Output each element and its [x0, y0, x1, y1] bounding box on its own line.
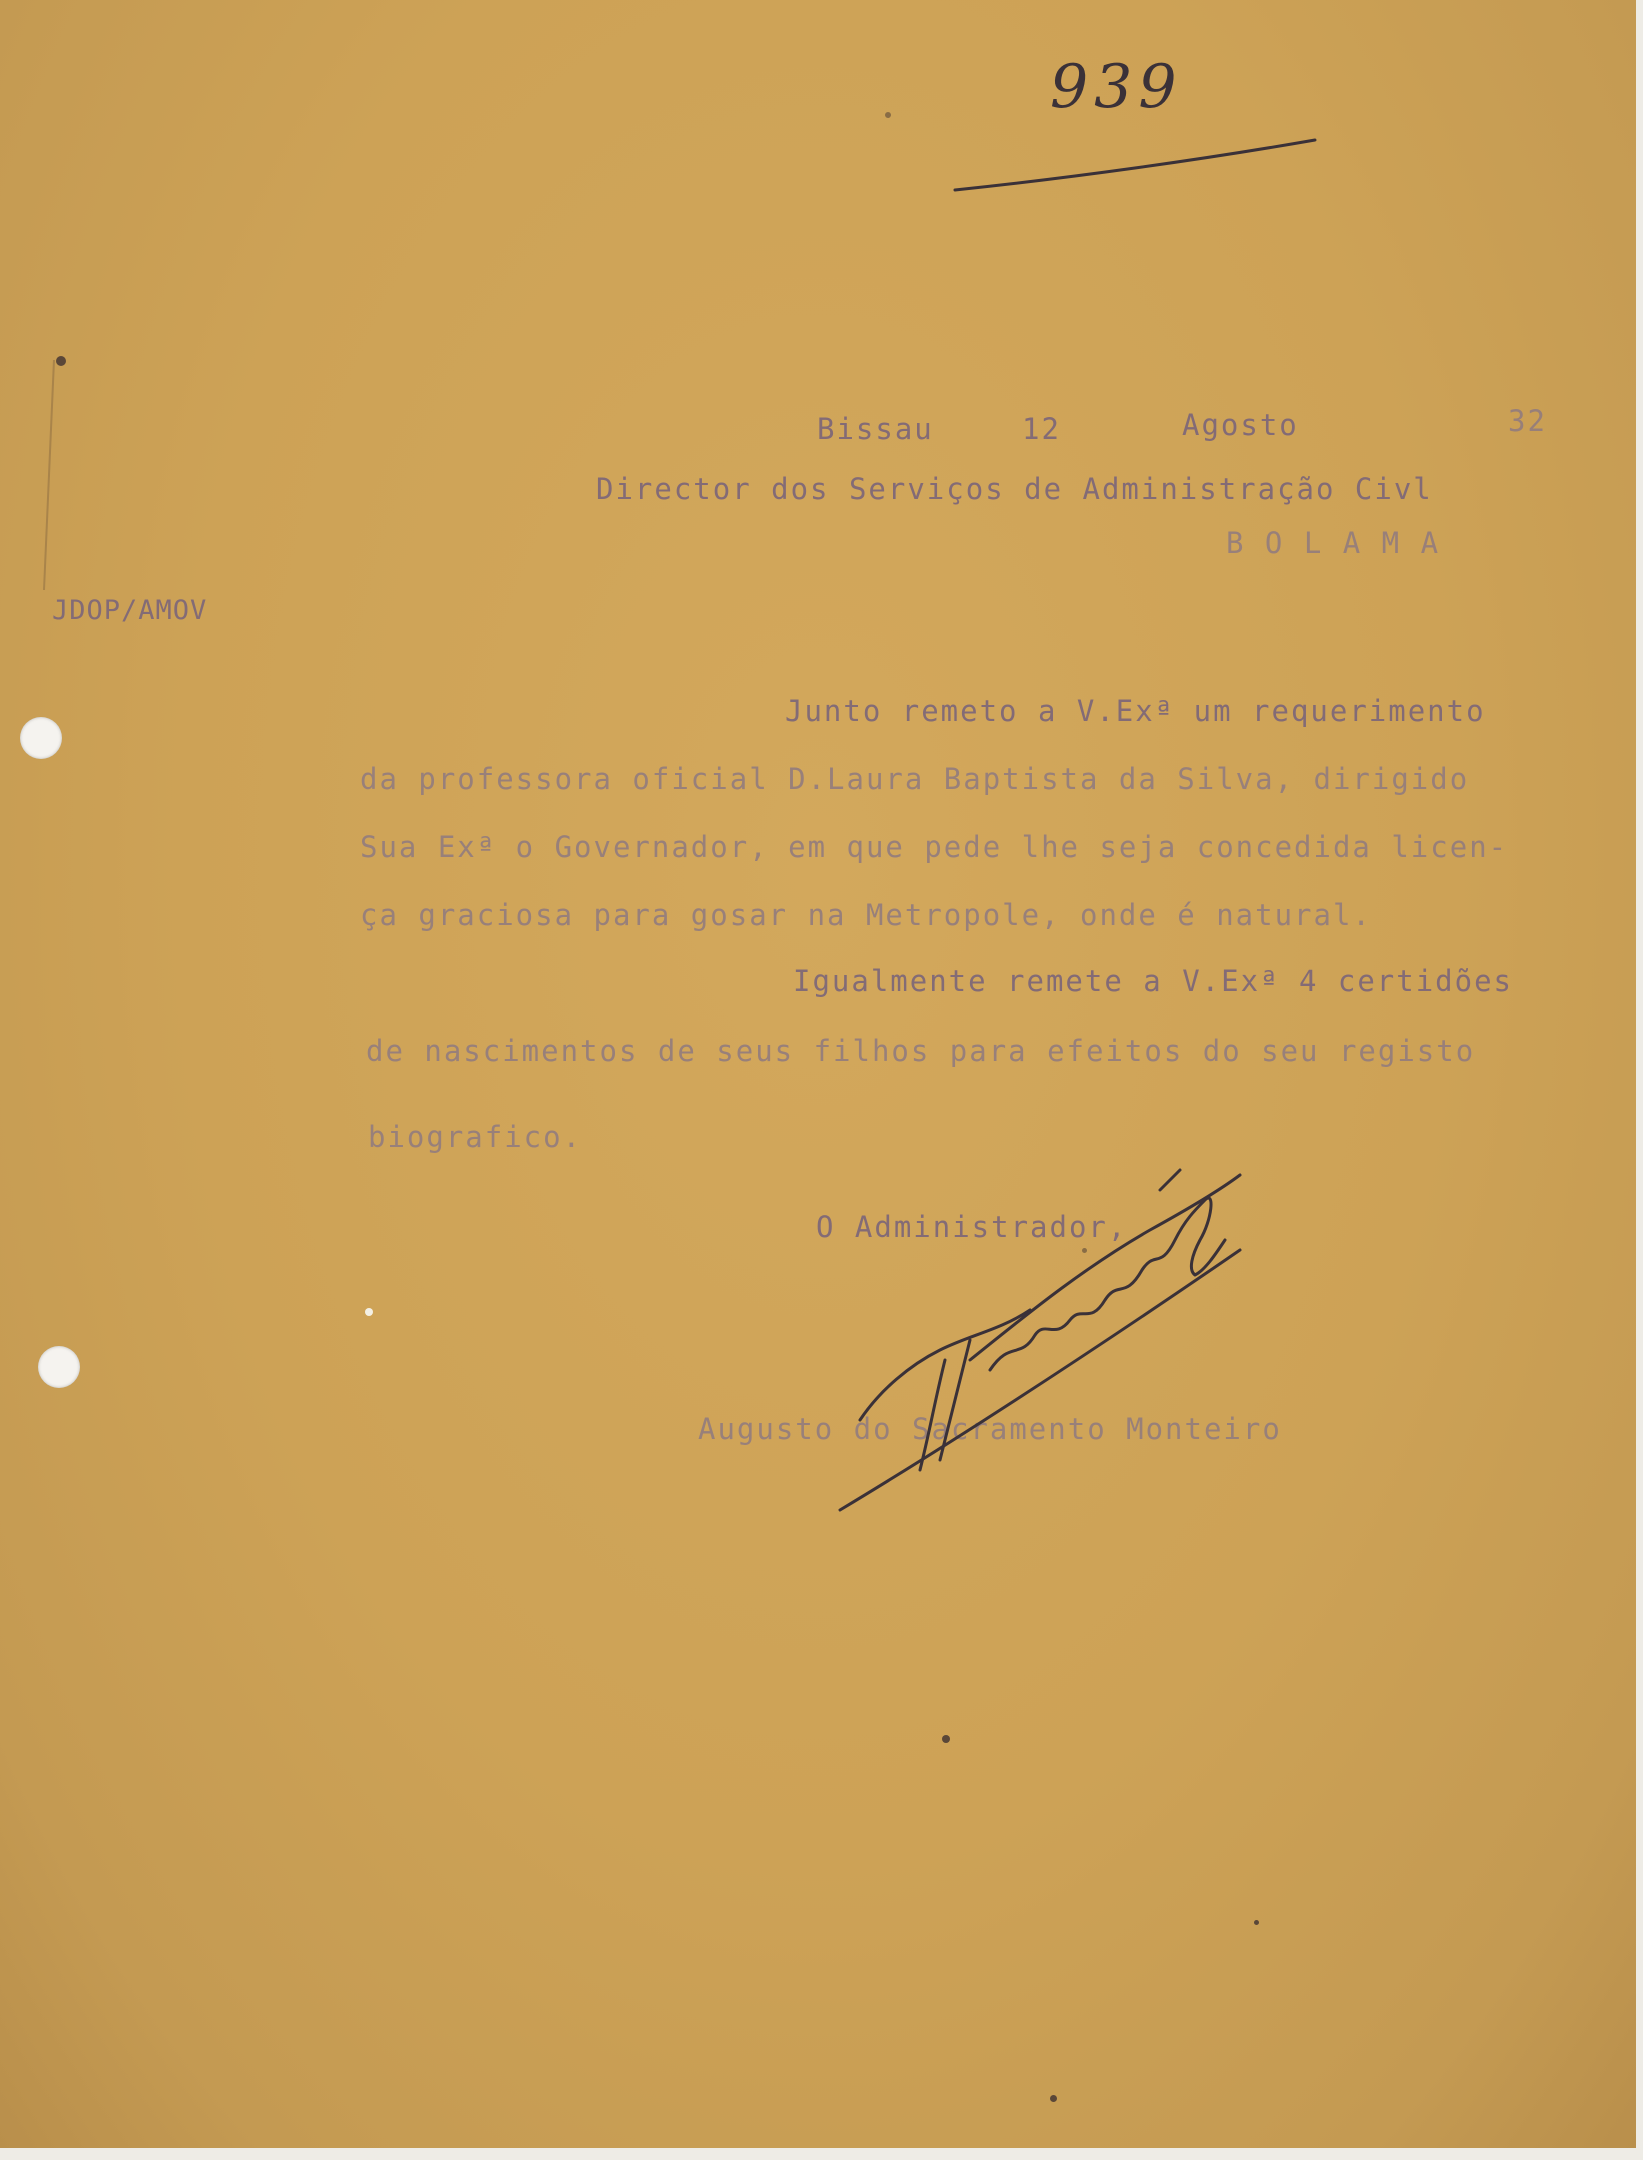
scan-border-bottom: [0, 2148, 1643, 2160]
margin-line: [40, 360, 60, 600]
signatory-title: O Administrador,: [816, 1210, 1128, 1244]
reference-code: JDOP/AMOV: [52, 595, 208, 626]
paper-speck: [1082, 1248, 1087, 1253]
paper-speck: [885, 112, 891, 118]
body-line-6: de nascimentos de seus filhos para efeitos do seu registo: [366, 1034, 1476, 1068]
punch-hole-top: [20, 717, 62, 759]
recipient: Director dos Serviços de Administração Civl: [596, 472, 1433, 506]
body-line-7: biografico.: [368, 1120, 583, 1154]
archive-number-underline: [950, 130, 1320, 200]
month: Agosto: [1182, 408, 1299, 442]
body-line-5: Igualmente remete a V.Exª 4 certidões: [793, 964, 1514, 998]
recipient-location: B O L A M A: [1226, 526, 1441, 560]
body-line-4: ça graciosa para gosar na Metropole, onde é natural.: [360, 898, 1372, 932]
paper-speck: [365, 1308, 373, 1316]
year: 32: [1508, 404, 1547, 438]
body-line-3: Sua Exª o Governador, em que pede lhe seja concedida licen-: [360, 830, 1509, 864]
punch-hole-bottom: [38, 1346, 80, 1388]
paper-speck: [942, 1735, 950, 1743]
day: 12: [1022, 412, 1061, 446]
handwritten-signature: [820, 1160, 1260, 1520]
body-line-2: da professora oficial D.Laura Baptista da Silva, dirigido: [360, 762, 1470, 796]
signatory-name: Augusto do Sacramento Monteiro: [698, 1412, 1282, 1446]
place: Bissau: [817, 412, 934, 446]
paper-speck: [1254, 1920, 1259, 1925]
body-line-1: Junto remeto a V.Exª um requerimento: [785, 694, 1486, 728]
paper-speck: [1050, 2095, 1057, 2102]
scan-border-right: [1636, 0, 1643, 2160]
archive-number: 939: [1050, 52, 1183, 122]
